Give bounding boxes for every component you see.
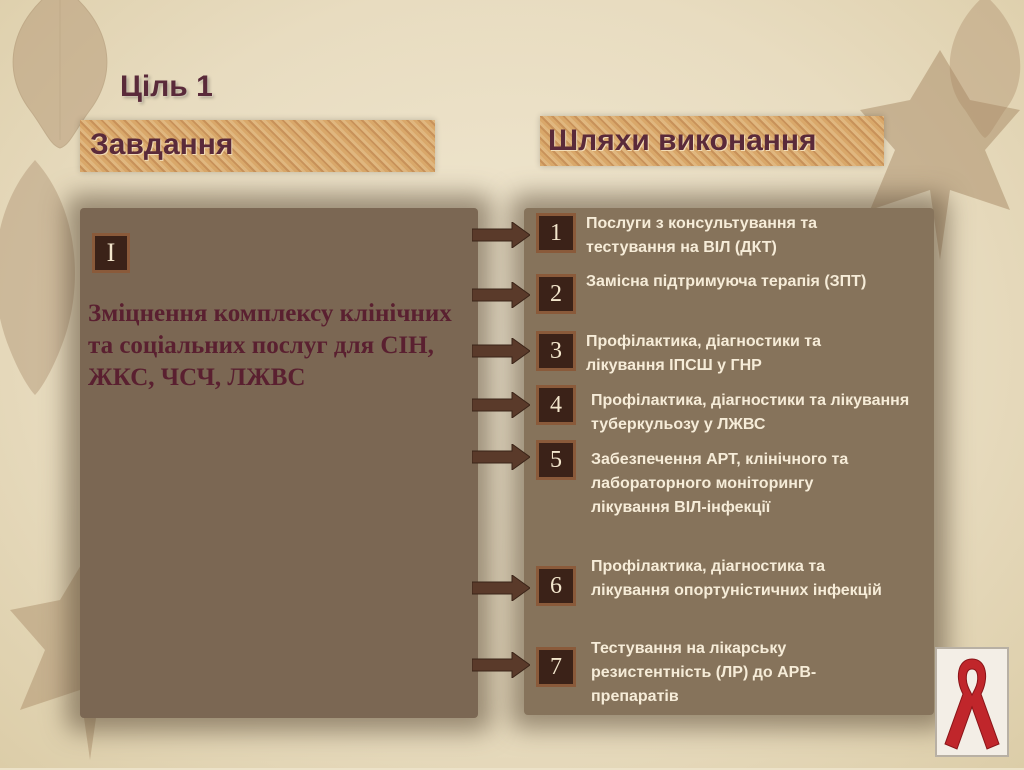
item-number-badge: 2 — [536, 274, 576, 314]
left-header-text: Завдання — [90, 128, 234, 161]
item-text: Послуги з консультування та тестування на ВІЛ (ДКТ) — [586, 215, 818, 256]
item-text: Замісна підтримуюча терапія (ЗПТ) — [586, 273, 867, 290]
ribbon-icon — [937, 649, 1007, 755]
task-text: Зміцнення комплексу клінічних та соціальних послуг для СІН, ЖКС, ЧСЧ, ЛЖВС — [88, 300, 452, 391]
awareness-ribbon-image — [935, 647, 1009, 757]
arrow-icon — [472, 282, 530, 308]
item-number-badge: 7 — [536, 647, 576, 687]
arrow-icon — [472, 392, 530, 418]
slide-title: Ціль 1 — [120, 70, 213, 103]
item-text: Профілактика, діагностики та лікування туберкульозу у ЛЖВС — [591, 392, 910, 433]
right-header-banner — [540, 116, 884, 166]
arrow-icon — [472, 222, 530, 248]
item-text: Профілактика, діагностики та лікування ІПСШ у ГНР — [586, 333, 822, 374]
arrow-icon — [472, 444, 530, 470]
arrow-icon — [472, 652, 530, 678]
item-text: Профілактика, діагностика та лікування опортуністичних інфекцій — [591, 558, 882, 599]
item-number-badge: 6 — [536, 566, 576, 606]
left-header-banner — [80, 120, 435, 172]
item-number-badge: 4 — [536, 385, 576, 425]
item-number-badge: 3 — [536, 331, 576, 371]
right-header-text: Шляхи виконання — [548, 124, 817, 157]
item-number-badge: 5 — [536, 440, 576, 480]
item-text: Тестування на лікарську резистентність (ЛР) до АРВ-препаратів — [591, 640, 817, 705]
leaf-decoration-left — [0, 150, 90, 400]
arrow-icon — [472, 575, 530, 601]
task-panel — [80, 208, 478, 718]
task-number-badge: I — [92, 233, 130, 273]
arrow-icon — [472, 338, 530, 364]
item-text: Забезпечення АРТ, клінічного та лабораторного моніторингу лікування ВІЛ-інфекції — [591, 451, 849, 516]
item-number-badge: 1 — [536, 213, 576, 253]
